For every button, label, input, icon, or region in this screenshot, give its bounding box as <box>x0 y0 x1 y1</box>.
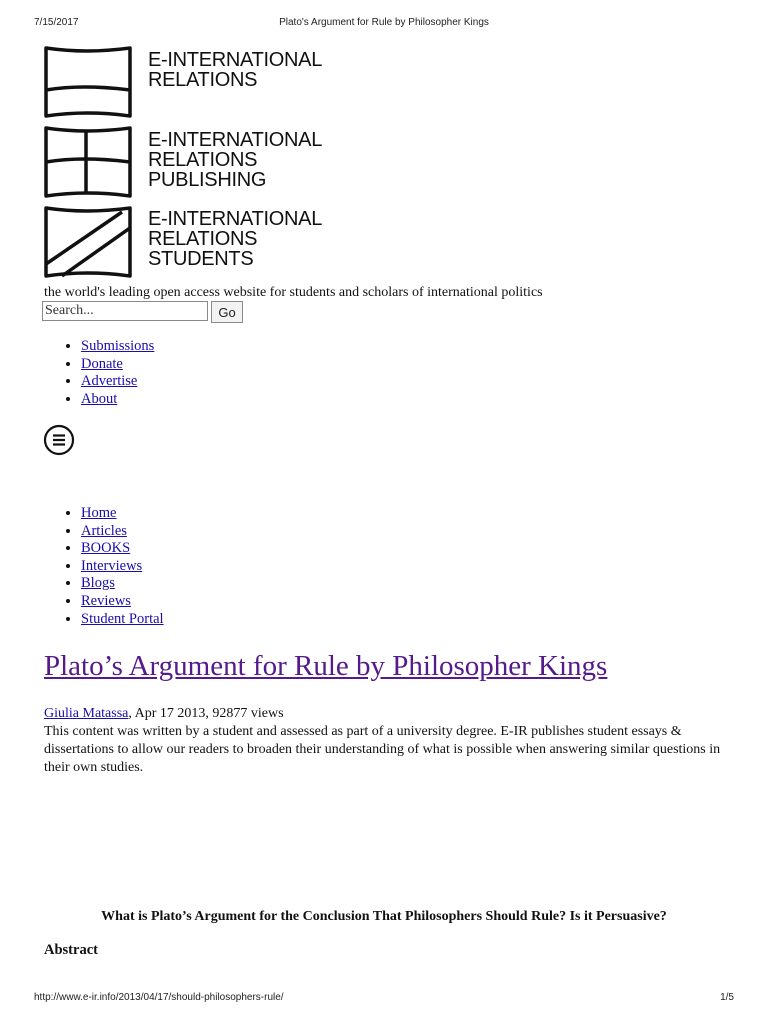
search-go-button[interactable]: Go <box>211 301 243 323</box>
print-footer <box>34 992 734 1006</box>
nav-reviews[interactable]: Reviews <box>81 592 131 609</box>
logo-line: E-INTERNATIONAL <box>148 129 323 151</box>
list-item <box>81 575 164 593</box>
logo-text-publishing <box>148 130 348 190</box>
student-content-disclaimer: This content was written by a student and assessed as part of a university degree. E-IR publishes student essays & dissertations to allow our readers to broaden their understanding of what is possible when answering similar questions in their own studies. <box>44 724 721 775</box>
search-input[interactable] <box>42 301 208 321</box>
nav-articles[interactable]: Articles <box>81 522 127 539</box>
print-title: Plato's Argument for Rule by Philosopher Kings <box>279 17 489 28</box>
logo-line: PUBLISHING <box>148 169 267 191</box>
list-item <box>81 611 164 629</box>
list-item <box>81 505 164 523</box>
article-title <box>44 646 607 686</box>
flag-logo-icon <box>42 44 134 284</box>
logo-line: RELATIONS <box>148 228 258 250</box>
list-item <box>81 558 164 576</box>
logo-line: E-INTERNATIONAL <box>148 49 323 71</box>
site-tagline: the world's leading open access website for students and scholars of international politics <box>44 285 543 300</box>
logo-line: STUDENTS <box>148 248 254 270</box>
logo-text-eir <box>148 50 348 90</box>
author-link[interactable]: Giulia Matassa <box>44 706 129 721</box>
top-links-list <box>44 338 154 408</box>
print-page-number: 1/5 <box>720 992 734 1003</box>
logo-line: E-INTERNATIONAL <box>148 208 323 230</box>
submissions-link[interactable]: Submissions <box>81 338 155 354</box>
nav-books[interactable]: BOOKS <box>81 540 131 557</box>
essay-question: What is Plato’s Argument for the Conclusion That Philosophers Should Rule? Is it Persuasive? <box>101 909 667 924</box>
main-nav <box>44 505 164 628</box>
search-form <box>42 301 243 323</box>
article-date-views: , Apr 17 2013, 92877 views <box>128 706 284 721</box>
list-item <box>81 593 164 611</box>
about-link[interactable]: About <box>81 390 118 407</box>
nav-blogs[interactable]: Blogs <box>81 575 115 592</box>
list-item <box>81 391 154 409</box>
print-url: http://www.e-ir.info/2013/04/17/should-philosophers-rule/ <box>34 992 284 1003</box>
nav-home[interactable]: Home <box>81 505 117 521</box>
menu-icon[interactable] <box>43 424 75 456</box>
list-item <box>81 540 164 558</box>
print-date: 7/15/2017 <box>34 17 79 28</box>
donate-link[interactable]: Donate <box>81 355 123 372</box>
list-item <box>81 373 154 391</box>
logo-line: RELATIONS <box>148 69 258 91</box>
nav-interviews[interactable]: Interviews <box>81 557 143 574</box>
list-item <box>81 523 164 541</box>
list-item <box>81 356 154 374</box>
list-item <box>81 338 154 356</box>
article-meta <box>44 706 284 722</box>
advertise-link[interactable]: Advertise <box>81 373 138 390</box>
logo-text-students <box>148 209 348 269</box>
abstract-heading: Abstract <box>44 942 98 958</box>
logo-line: RELATIONS <box>148 149 258 171</box>
nav-student-portal[interactable]: Student Portal <box>81 610 164 627</box>
print-header <box>34 17 734 31</box>
article-title-link[interactable]: Plato’s Argument for Rule by Philosopher Kings <box>44 650 608 682</box>
